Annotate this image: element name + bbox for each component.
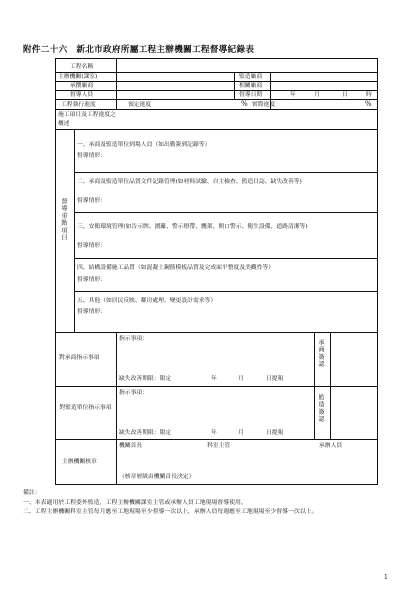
row-divider [74, 212, 378, 213]
supervisor-deadline-submit: 日提報 [266, 430, 284, 436]
planned-progress-label: 預定進度 [128, 102, 152, 108]
progress-label: 工程執行進度 [61, 102, 96, 108]
row-divider [55, 109, 378, 110]
contractor-deadline-label: 缺失改善期限：限定 [119, 376, 172, 382]
actual-percent-sign: % [365, 100, 372, 108]
row-divider [55, 72, 378, 73]
contractor-instruction-prompt: 指示事項： [119, 336, 148, 342]
organizer-unit-label: 主辦機關(課室) [58, 74, 98, 80]
project-name-label: 工程名稱 [70, 64, 94, 70]
supervisor-deadline-month: 月 [238, 430, 244, 436]
organizer-staff-label: 承辦人員 [319, 443, 343, 449]
key-item-3-heading: 三、安衛環境管理(如告示牌、圍籬、警示燈帶、鷹架、開口警示、衛生設備、道路清潔等) [77, 224, 308, 230]
column-divider [270, 72, 271, 99]
column-divider [116, 58, 117, 109]
key-item-3-note: 督導情形： [77, 243, 106, 249]
row-divider [74, 172, 378, 173]
related-firm-label: 相關廠商 [239, 83, 263, 89]
supervisor-deadline-label: 缺失改善期限：限定 [119, 430, 172, 436]
row-divider [74, 258, 378, 259]
remark-item-1: 一、本表適用於工程委外監造，工程主辦機關課室主管或承辦人員工地現場督導使用。 [23, 499, 247, 506]
key-item-2-note: 督導情形： [77, 198, 106, 204]
row-divider [55, 81, 378, 82]
supervisor-deadline-year: 年 [211, 430, 217, 436]
contractor-instructions-label: 對承商指示事項 [59, 355, 100, 361]
row-divider [55, 99, 378, 100]
key-item-2-heading: 二、承商及監造單位品質文件記錄管理(如材料試驗、自主檢查、監造日誌、缺失改善等) [77, 179, 302, 185]
supervisor-instruction-prompt: 指示事項： [119, 390, 148, 396]
column-divider [234, 72, 235, 99]
key-item-4-heading: 四、結構設備施工品質（如混凝土鋼筋模板品質及完成面平整度及美觀性等） [77, 265, 275, 271]
date-month-label: 月 [314, 92, 320, 98]
section-chief-label: 科室主管 [207, 443, 231, 449]
column-divider [116, 332, 117, 485]
contractor-deadline-year: 年 [211, 376, 217, 382]
supervisor-firm-label: 監造廠商 [239, 74, 263, 80]
supervisor-instructions-label: 對監造單位指示事項 [59, 405, 112, 411]
agency-head-label: 機關首長 [119, 443, 143, 449]
remarks-label: 備註： [23, 490, 41, 496]
contractor-sign-label: 承商簽認 [317, 339, 324, 368]
approval-label: 主辦機關核章 [62, 459, 97, 465]
supervisor-sign-label: 監造簽認 [317, 394, 324, 423]
date-day-label: 日 [342, 92, 348, 98]
actual-progress-label: 實際進度 [252, 102, 276, 108]
column-divider [330, 332, 331, 439]
row-divider [55, 129, 378, 130]
approval-level-note: （核章層級由機關首長決定） [119, 474, 195, 480]
inspection-date-label: 督導日期 [239, 92, 263, 98]
row-divider [74, 291, 378, 292]
contractor-label: 承攬廠商 [70, 83, 94, 89]
key-item-5-heading: 五、其他（如居民反映、鄰房處理、變更設計需求等） [77, 298, 217, 304]
key-item-1-heading: 一、承商及監造單位到場人員（如出勤簽到記錄等） [77, 142, 211, 148]
inspector-label: 督導人員 [70, 92, 94, 98]
form-title: 附件二十六 新北市政府所屬工程主辦機關工程督導紀錄表 [23, 45, 255, 55]
row-divider [55, 439, 378, 440]
remarks [23, 489, 383, 518]
key-item-5-note: 督導情形： [77, 309, 106, 315]
date-time-label: 時 [366, 92, 372, 98]
page-number: 1 [384, 574, 388, 581]
column-divider [74, 129, 75, 332]
contractor-deadline-submit: 日提報 [266, 376, 284, 382]
key-items-label: 督導重點項目 [60, 198, 67, 242]
key-item-4-note: 督導情形： [77, 277, 106, 283]
contractor-deadline-month: 月 [238, 376, 244, 382]
items-overview-label: 施工項目及工程進度之概述 [58, 112, 116, 127]
column-divider [314, 332, 315, 439]
planned-percent-sign: % [241, 100, 248, 108]
row-divider [55, 90, 378, 91]
key-item-1-note: 督導情形： [77, 153, 106, 159]
remark-item-2: 二、工程主辦機關科室主管每月應至工地現場至少督導一次以上，承辦人員每週應至工地現場至少督導一次以上。 [23, 509, 318, 515]
date-year-label: 年 [290, 92, 296, 98]
